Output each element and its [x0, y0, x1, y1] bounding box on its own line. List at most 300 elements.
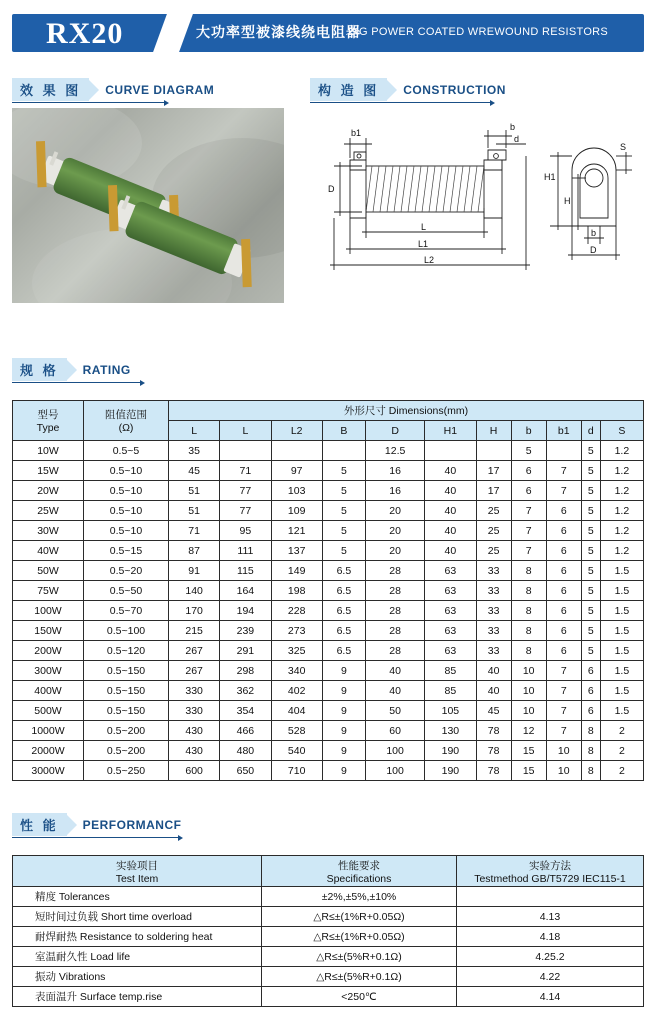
table-row — [13, 721, 644, 741]
rating-table — [12, 400, 644, 781]
cell-range: 0.5~10 — [84, 521, 169, 541]
table-row — [13, 541, 644, 561]
cell-dimension: 9 — [322, 741, 365, 761]
cell-dimension: 63 — [425, 561, 476, 581]
cell-dimension: 1.2 — [600, 501, 643, 521]
cell-dimension: 194 — [220, 601, 271, 621]
cell-dimension: 6.5 — [322, 561, 365, 581]
section-construction-label-en: CONSTRUCTION — [403, 82, 506, 97]
cell-dimension: 77 — [220, 481, 271, 501]
cell-dimension: 8 — [511, 601, 546, 621]
cell-type: 500W — [13, 701, 84, 721]
cell-dimension: 6 — [546, 541, 581, 561]
header-test-item — [13, 856, 262, 887]
section-rule-arrow-icon — [178, 835, 183, 841]
page-header — [0, 14, 656, 54]
label-D-left: D — [328, 184, 335, 194]
cell-dimension: 6 — [546, 561, 581, 581]
performance-table-body — [13, 887, 644, 1007]
cell-dimension: 5 — [322, 501, 365, 521]
table-row — [13, 761, 644, 781]
cell-dimension: 63 — [425, 621, 476, 641]
cell-dimension: 20 — [365, 541, 424, 561]
cell-dimension: 330 — [169, 681, 220, 701]
cell-dimension: 16 — [365, 481, 424, 501]
cell-test-method: 4.13 — [457, 907, 644, 927]
label-H: H — [564, 196, 571, 206]
cell-range: 0.5~15 — [84, 541, 169, 561]
header-test-item-cn: 实验项目 — [116, 859, 158, 872]
rating-table-body — [13, 441, 644, 781]
cell-range: 0.5~50 — [84, 581, 169, 601]
section-rule — [310, 102, 490, 103]
cell-type: 100W — [13, 601, 84, 621]
header-method-cn: 实验方法 — [529, 859, 571, 872]
cell-range: 0.5~10 — [84, 501, 169, 521]
col-H: H — [476, 421, 511, 441]
cell-dimension: 340 — [271, 661, 322, 681]
cell-type: 1000W — [13, 721, 84, 741]
cell-dimension: 51 — [169, 481, 220, 501]
performance-table-head — [13, 856, 644, 887]
cell-dimension: 267 — [169, 661, 220, 681]
col-L2: L2 — [271, 421, 322, 441]
cell-dimension: 291 — [220, 641, 271, 661]
cell-dimension: 600 — [169, 761, 220, 781]
cell-range: 0.5~200 — [84, 741, 169, 761]
cell-dimension: 5 — [322, 521, 365, 541]
table-row — [13, 741, 644, 761]
cell-range: 0.5~120 — [84, 641, 169, 661]
table-row — [13, 521, 644, 541]
cell-dimension: 97 — [271, 461, 322, 481]
cell-dimension: 5 — [581, 621, 600, 641]
cell-test-item: 振动 Vibrations — [13, 967, 262, 987]
section-wedge-icon — [66, 359, 77, 381]
cell-dimension: 140 — [169, 581, 220, 601]
cell-dimension: 95 — [220, 521, 271, 541]
section-wedge-icon — [66, 814, 77, 836]
cell-dimension: 2 — [600, 761, 643, 781]
cell-test-method: 4.14 — [457, 987, 644, 1007]
cell-type: 15W — [13, 461, 84, 481]
cell-dimension: 17 — [476, 481, 511, 501]
table-row — [13, 601, 644, 621]
cell-test-method: 4.25.2 — [457, 947, 644, 967]
table-row — [13, 947, 644, 967]
cell-range: 0.5~100 — [84, 621, 169, 641]
cell-dimension: 480 — [220, 741, 271, 761]
cell-dimension: 7 — [511, 541, 546, 561]
cell-range: 0.5~150 — [84, 661, 169, 681]
cell-dimension: 40 — [425, 541, 476, 561]
cell-dimension: 330 — [169, 701, 220, 721]
cell-dimension: 1.5 — [600, 681, 643, 701]
section-rule-arrow-icon — [164, 100, 169, 106]
section-rating-label-cn: 规 格 — [12, 358, 67, 381]
cell-dimension: 5 — [581, 501, 600, 521]
table-row — [13, 967, 644, 987]
cell-dimension: 10 — [546, 741, 581, 761]
cell-dimension — [476, 441, 511, 461]
section-wedge-icon — [88, 79, 99, 101]
label-H1: H1 — [544, 172, 556, 182]
cell-test-item: 精度 Tolerances — [13, 887, 262, 907]
cell-dimension: 404 — [271, 701, 322, 721]
table-row — [13, 581, 644, 601]
cell-dimension: 20 — [365, 501, 424, 521]
cell-dimension: 2 — [600, 741, 643, 761]
cell-dimension: 5 — [322, 541, 365, 561]
cell-dimension: 9 — [322, 701, 365, 721]
cell-dimension: 1.5 — [600, 561, 643, 581]
cell-type: 20W — [13, 481, 84, 501]
section-rule — [12, 102, 164, 103]
cell-dimension: 10 — [511, 681, 546, 701]
cell-dimension: 6 — [546, 501, 581, 521]
table-row — [13, 501, 644, 521]
label-L1: L1 — [418, 239, 429, 249]
cell-dimension: 6.5 — [322, 621, 365, 641]
cell-dimension: 63 — [425, 601, 476, 621]
cell-dimension: 1.2 — [600, 441, 643, 461]
cell-dimension: 6.5 — [322, 601, 365, 621]
cell-dimension: 6 — [546, 641, 581, 661]
cell-dimension: 85 — [425, 661, 476, 681]
cell-dimension: 35 — [169, 441, 220, 461]
label-b: b — [510, 122, 516, 132]
cell-dimension: 528 — [271, 721, 322, 741]
cell-dimension: 190 — [425, 741, 476, 761]
cell-type: 150W — [13, 621, 84, 641]
cell-test-method: 4.22 — [457, 967, 644, 987]
cell-dimension: 71 — [169, 521, 220, 541]
cell-dimension: 12 — [511, 721, 546, 741]
cell-dimension: 28 — [365, 601, 424, 621]
cell-dimension: 50 — [365, 701, 424, 721]
cell-type: 2000W — [13, 741, 84, 761]
cell-dimension: 28 — [365, 561, 424, 581]
cell-dimension: 6 — [581, 701, 600, 721]
table-row — [13, 681, 644, 701]
cell-dimension: 6 — [581, 681, 600, 701]
header-range-unit: (Ω) — [118, 422, 134, 434]
cell-dimension: 9 — [322, 761, 365, 781]
section-construction — [310, 78, 540, 100]
cell-dimension: 267 — [169, 641, 220, 661]
cell-dimension: 10 — [511, 661, 546, 681]
cell-dimension: 164 — [220, 581, 271, 601]
header-type-en: Type — [36, 422, 60, 434]
table-row — [13, 461, 644, 481]
cell-dimension: 100 — [365, 741, 424, 761]
construction-drawing — [310, 108, 644, 303]
cell-dimension: 9 — [322, 661, 365, 681]
col-D: D — [365, 421, 424, 441]
cell-dimension: 228 — [271, 601, 322, 621]
cell-dimension: 7 — [546, 701, 581, 721]
cell-dimension: 91 — [169, 561, 220, 581]
cell-dimension: 1.2 — [600, 461, 643, 481]
cell-dimension: 1.2 — [600, 481, 643, 501]
cell-dimension: 5 — [511, 441, 546, 461]
cell-dimension: 28 — [365, 581, 424, 601]
cell-test-item: 室温耐久性 Load life — [13, 947, 262, 967]
cell-dimension: 9 — [322, 721, 365, 741]
cell-test-item: 短时间过负载 Short time overload — [13, 907, 262, 927]
cell-range: 0.5~250 — [84, 761, 169, 781]
section-performance-label-en: PERFORMANCF — [82, 817, 182, 832]
cell-dimension: 7 — [546, 661, 581, 681]
section-rule — [12, 837, 178, 838]
cell-dimension: 40 — [425, 481, 476, 501]
label-b1: b1 — [351, 128, 362, 138]
cell-type: 3000W — [13, 761, 84, 781]
section-performance-label-cn: 性 能 — [12, 813, 67, 836]
cell-dimension: 6 — [511, 461, 546, 481]
cell-dimension: 298 — [220, 661, 271, 681]
header-type — [13, 401, 84, 441]
cell-dimension: 170 — [169, 601, 220, 621]
cell-dimension: 6.5 — [322, 641, 365, 661]
cell-dimension: 1.5 — [600, 581, 643, 601]
cell-dimension: 33 — [476, 561, 511, 581]
cell-dimension: 45 — [169, 461, 220, 481]
header-test-method — [457, 856, 644, 887]
cell-dimension: 78 — [476, 721, 511, 741]
header-spec-cn: 性能要求 — [338, 859, 380, 872]
cell-dimension: 78 — [476, 741, 511, 761]
cell-dimension: 325 — [271, 641, 322, 661]
cell-dimension — [271, 441, 322, 461]
cell-dimension: 1.5 — [600, 641, 643, 661]
cell-dimension: 5 — [322, 461, 365, 481]
cell-dimension: 430 — [169, 741, 220, 761]
cell-dimension: 40 — [425, 501, 476, 521]
section-curve-diagram — [12, 78, 242, 100]
cell-dimension: 15 — [511, 761, 546, 781]
cell-range: 0.5~10 — [84, 481, 169, 501]
cell-dimension: 7 — [511, 501, 546, 521]
cell-dimension: 1.5 — [600, 661, 643, 681]
cell-specification: △R≤±(5%R+0.1Ω) — [262, 967, 457, 987]
cell-dimension: 10 — [546, 761, 581, 781]
cell-dimension: 60 — [365, 721, 424, 741]
cell-dimension: 2 — [600, 721, 643, 741]
col-H1: H1 — [425, 421, 476, 441]
table-row — [13, 887, 644, 907]
cell-dimension — [425, 441, 476, 461]
cell-dimension — [322, 441, 365, 461]
cell-dimension: 149 — [271, 561, 322, 581]
col-b: b — [511, 421, 546, 441]
label-d: d — [514, 134, 520, 144]
cell-dimension: 5 — [581, 601, 600, 621]
section-rule-arrow-icon — [490, 100, 495, 106]
table-row — [13, 701, 644, 721]
header-dimensions: 外形尺寸 Dimensions(mm) — [169, 401, 644, 421]
table-row — [13, 441, 644, 461]
cell-dimension: 5 — [581, 441, 600, 461]
cell-dimension: 51 — [169, 501, 220, 521]
cell-dimension: 33 — [476, 601, 511, 621]
cell-dimension: 710 — [271, 761, 322, 781]
cell-dimension: 5 — [581, 561, 600, 581]
table-row — [13, 907, 644, 927]
cell-dimension — [220, 441, 271, 461]
table-row — [13, 481, 644, 501]
cell-dimension: 121 — [271, 521, 322, 541]
cell-range: 0.5~150 — [84, 681, 169, 701]
col-L: L — [169, 421, 220, 441]
section-rule-arrow-icon — [140, 380, 145, 386]
col-L1: L — [220, 421, 271, 441]
cell-dimension: 6.5 — [322, 581, 365, 601]
cell-dimension: 85 — [425, 681, 476, 701]
table-row — [13, 927, 644, 947]
cell-specification: △R≤±(1%R+0.05Ω) — [262, 907, 457, 927]
section-curve-label-cn: 效 果 图 — [12, 78, 89, 101]
cell-dimension: 40 — [476, 661, 511, 681]
cell-dimension: 650 — [220, 761, 271, 781]
cell-dimension: 5 — [581, 521, 600, 541]
cell-dimension: 8 — [581, 721, 600, 741]
cell-dimension: 40 — [425, 521, 476, 541]
col-b1: b1 — [546, 421, 581, 441]
cell-type: 200W — [13, 641, 84, 661]
table-row — [13, 987, 644, 1007]
cell-dimension: 540 — [271, 741, 322, 761]
cell-range: 0.5~150 — [84, 701, 169, 721]
cell-dimension: 8 — [511, 641, 546, 661]
cell-dimension: 33 — [476, 621, 511, 641]
cell-dimension: 8 — [581, 761, 600, 781]
table-row — [13, 641, 644, 661]
cell-dimension: 6 — [546, 621, 581, 641]
cell-range: 0.5~20 — [84, 561, 169, 581]
cell-type: 25W — [13, 501, 84, 521]
section-rating-label-en: RATING — [82, 362, 131, 377]
header-specifications — [262, 856, 457, 887]
cell-dimension: 7 — [546, 681, 581, 701]
cell-dimension: 40 — [365, 681, 424, 701]
cell-range: 0.5~5 — [84, 441, 169, 461]
cell-type: 10W — [13, 441, 84, 461]
cell-dimension: 109 — [271, 501, 322, 521]
cell-test-item: 耐焊耐热 Resistance to soldering heat — [13, 927, 262, 947]
col-d: d — [581, 421, 600, 441]
cell-test-item: 表面温升 Surface temp.rise — [13, 987, 262, 1007]
cell-dimension: 105 — [425, 701, 476, 721]
cell-dimension: 33 — [476, 641, 511, 661]
label-L: L — [421, 222, 427, 232]
cell-dimension: 77 — [220, 501, 271, 521]
cell-type: 30W — [13, 521, 84, 541]
cell-type: 40W — [13, 541, 84, 561]
header-method-en: Testmethod GB/T5729 IEC115-1 — [474, 872, 626, 885]
cell-dimension: 111 — [220, 541, 271, 561]
cell-type: 50W — [13, 561, 84, 581]
cell-type: 300W — [13, 661, 84, 681]
col-S: S — [600, 421, 643, 441]
cell-dimension: 1.5 — [600, 701, 643, 721]
cell-dimension: 273 — [271, 621, 322, 641]
cell-dimension: 9 — [322, 681, 365, 701]
label-L2: L2 — [424, 255, 435, 265]
table-row — [13, 661, 644, 681]
cell-specification: <250℃ — [262, 987, 457, 1007]
cell-dimension: 1.5 — [600, 621, 643, 641]
rating-table-head — [13, 401, 644, 441]
cell-dimension: 239 — [220, 621, 271, 641]
label-S: S — [620, 142, 627, 152]
cell-dimension: 5 — [581, 581, 600, 601]
header-range-cn: 阻值范围 — [105, 409, 147, 421]
cell-dimension: 5 — [581, 641, 600, 661]
model-name: RX20 — [46, 17, 124, 50]
cell-test-method: 4.18 — [457, 927, 644, 947]
cell-dimension: 40 — [425, 461, 476, 481]
cell-dimension: 402 — [271, 681, 322, 701]
cell-dimension: 15 — [511, 741, 546, 761]
construction-svg — [310, 108, 644, 303]
cell-dimension: 215 — [169, 621, 220, 641]
header-range — [84, 401, 169, 441]
cell-dimension: 6 — [546, 581, 581, 601]
cell-type: 75W — [13, 581, 84, 601]
section-rule — [12, 382, 140, 383]
header-type-cn: 型号 — [37, 409, 59, 421]
cell-dimension: 25 — [476, 501, 511, 521]
label-D-right: D — [590, 245, 597, 255]
table-row — [13, 621, 644, 641]
performance-table — [12, 855, 644, 1007]
cell-specification: △R≤±(1%R+0.05Ω) — [262, 927, 457, 947]
cell-dimension: 20 — [365, 521, 424, 541]
cell-dimension: 40 — [476, 681, 511, 701]
cell-dimension: 6 — [511, 481, 546, 501]
cell-dimension: 130 — [425, 721, 476, 741]
section-wedge-icon — [386, 79, 397, 101]
cell-dimension: 33 — [476, 581, 511, 601]
cell-dimension: 63 — [425, 581, 476, 601]
header-spec-en: Specifications — [326, 872, 392, 885]
section-performance — [12, 813, 242, 835]
product-photo — [12, 108, 284, 303]
cell-dimension: 5 — [581, 541, 600, 561]
header-test-item-en: Test Item — [115, 872, 159, 885]
header-title-en: BIG POWER COATED WREWOUND RESISTORS — [348, 26, 609, 38]
cell-specification: △R≤±(5%R+0.1Ω) — [262, 947, 457, 967]
cell-dimension: 6 — [581, 661, 600, 681]
cell-range: 0.5~200 — [84, 721, 169, 741]
cell-specification: ±2%,±5%,±10% — [262, 887, 457, 907]
cell-range: 0.5~10 — [84, 461, 169, 481]
cell-dimension: 190 — [425, 761, 476, 781]
cell-dimension: 25 — [476, 541, 511, 561]
table-row — [13, 561, 644, 581]
cell-range: 0.5~70 — [84, 601, 169, 621]
cell-dimension: 45 — [476, 701, 511, 721]
cell-dimension: 354 — [220, 701, 271, 721]
cell-dimension: 1.2 — [600, 521, 643, 541]
cell-dimension: 7 — [546, 721, 581, 741]
cell-dimension: 8 — [511, 581, 546, 601]
cell-dimension: 6 — [546, 521, 581, 541]
section-curve-label-en: CURVE DIAGRAM — [105, 82, 215, 97]
cell-dimension: 17 — [476, 461, 511, 481]
section-rating — [12, 358, 242, 380]
